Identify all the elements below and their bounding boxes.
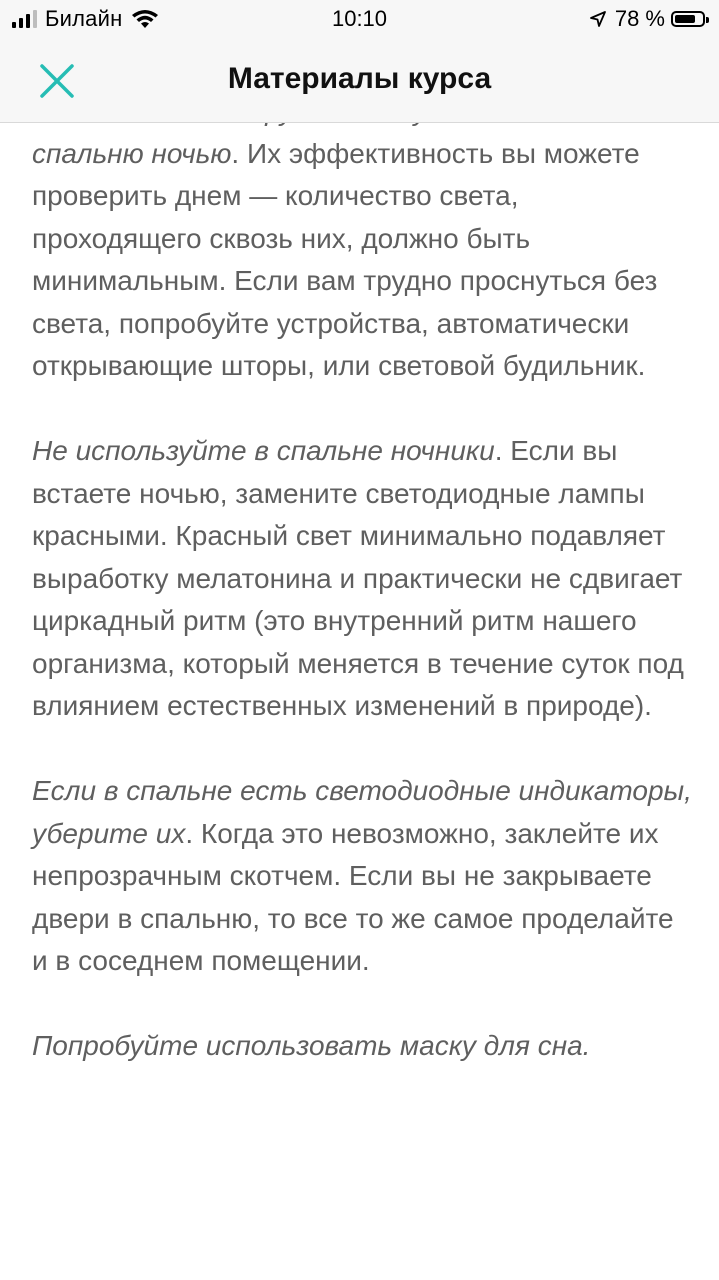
paragraph-body: . Если вы встаете ночью, замените светодиодные лампы красными. Красный свет минимально подавляет выработку мелатонина и практически не сдвигает циркадный ритм (это внутренний ритм нашего организма, который меняется в течение суток под влиянием естественных изменений в природе). (32, 435, 684, 721)
paragraph-body: . Когда это невозможно, заклейте их непрозрачным скотчем. Если вы не закрываете двери в спальню, то все то же самое проделайте и в соседнем помещении. (32, 817, 674, 976)
paragraph-sleep-mask (32, 1025, 692, 1068)
paragraph-lead-italic: спальню ночью (32, 137, 232, 169)
carrier-name: Билайн (45, 6, 123, 31)
battery-icon (671, 11, 705, 27)
page-title: Материалы курса (227, 62, 492, 95)
article-content (32, 90, 692, 1110)
navigation-bar (0, 40, 719, 123)
battery-cap (706, 17, 709, 23)
paragraph-blackout-curtains (32, 90, 692, 388)
paragraph-body: . Их эффективность вы можете проверить днем — количество света, проходящего сквозь них, должно быть минимальным. Если вам трудно проснуться без света, попробуйте устройства, автоматически открывающие шторы, или световой будильник. (32, 137, 658, 381)
status-right (589, 6, 705, 32)
battery-percent: 78 % (614, 6, 665, 31)
paragraph-led-indicators (32, 770, 692, 983)
paragraph-lead-italic: Если в спальне есть светодиодные индикаторы, уберите их (32, 775, 692, 849)
location-arrow-icon (589, 10, 607, 28)
paragraph-lead-italic: Не используйте в спальне ночники (32, 435, 495, 466)
battery-level-fill (675, 15, 695, 23)
paragraph-night-lights (32, 430, 692, 728)
paragraph-lead-italic: Попробуйте использовать маску для сна. (32, 1030, 591, 1061)
status-bar (0, 0, 719, 40)
status-time: 10:10 (331, 6, 388, 31)
